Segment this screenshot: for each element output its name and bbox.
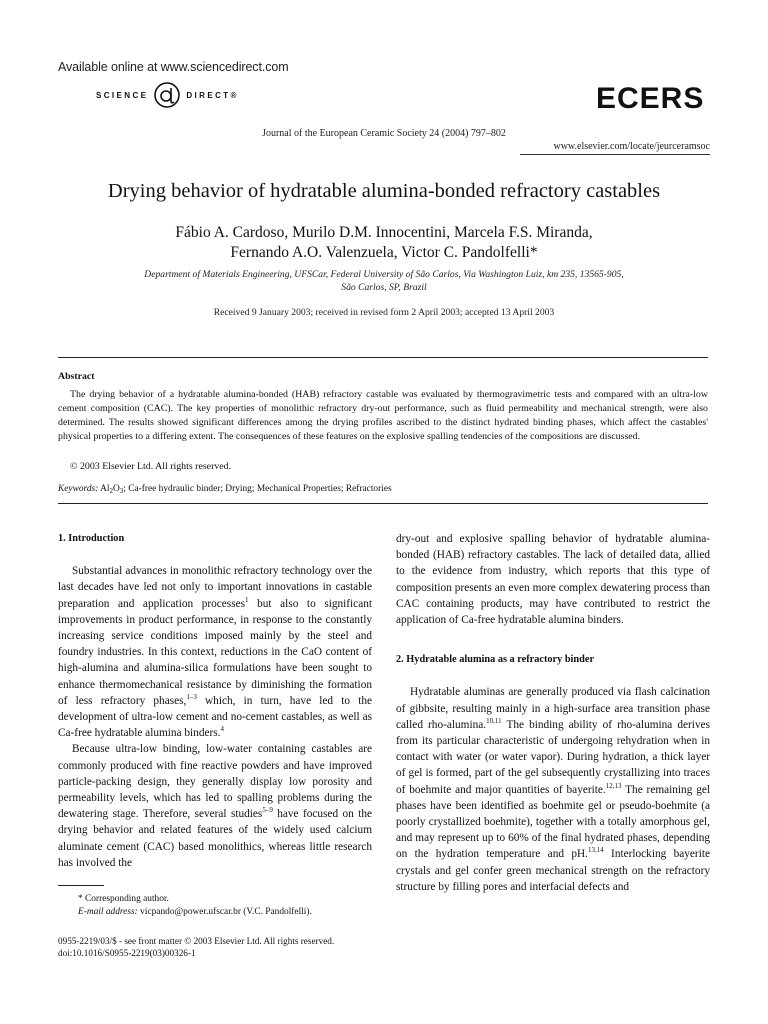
intro-continuation: dry-out and explosive spalling behavior of hydratable alumina-bonded (HAB) refractory castables. The lack of detailed data, allied to the evidence from industry, which reports that this type of composition presents an even more complex dewatering process than CAC containing products, may have contributed to restrict the application of Ca-free hydratable alumina binders. [396, 533, 710, 627]
sciencedirect-logo [96, 80, 239, 110]
keywords-rest: ; Ca-free hydraulic binder; Drying; Mechanical Properties; Refractories [123, 484, 392, 494]
header-divider [520, 154, 710, 155]
keywords [58, 484, 392, 494]
affiliation [0, 268, 768, 294]
keyword-al: Al [100, 484, 110, 494]
footnote [58, 893, 312, 920]
abstract-text: The drying behavior of a hydratable alumina-bonded (HAB) refractory castable was evaluated by thermogravimetric tests and compared with an ultra-low cement composition (CAC). The key properties of monolithic refractory dry-out performance, such as fluid permeability and mechanical strength, were also determined. The results showed significant differences among the drying profiles ascribed to the distinct hydrated binding phases, which affect the castables' physical properties to a differing extent. The consequences of these features on the explosive spalling tendencies of the compositions are discussed. [58, 389, 708, 442]
keywords-label: Keywords: [58, 484, 99, 494]
keyword-sub-2: 2 [109, 487, 113, 495]
abstract-top-rule [58, 357, 708, 358]
intro-paragraph-2 [58, 741, 372, 871]
available-online-text: Available online at www.sciencedirect.com [58, 60, 289, 74]
authors-line-1: Fábio A. Cardoso, Murilo D.M. Innocentini, Marcela F.S. Miranda, [175, 224, 593, 241]
intro-p1-text-a: Substantial advances in monolithic refractory technology over the last decades have led not only to important innovations in castable preparation and application processes [58, 565, 372, 610]
doi-line[interactable]: doi:10.1016/S0955-2219(03)00326-1 [58, 948, 196, 959]
abstract-bottom-rule [58, 503, 708, 504]
intro-p1-text-b: but also to significant improvements in product performance, in response to the constantly increasing service conditions imposed mainly by the steel and foundry industries. In this context, reductions in the CaO content of high-alumina and alumina-silica formulations have been sought to enhance thermomechanical resistance by diminishing the formation of less refractory phases, [58, 597, 372, 707]
footnote-rule [58, 885, 104, 886]
citation-13-14[interactable]: 13,14 [587, 846, 604, 855]
received-dates: Received 9 January 2003; received in revised form 2 April 2003; accepted 13 April 2003 [213, 307, 555, 318]
section-2-heading: 2. Hydratable alumina as a refractory binder [396, 654, 595, 666]
ecers-logo-text: ECERS [596, 82, 705, 115]
affiliation-line-1: Department of Materials Engineering, UFSCar, Federal University of São Carlos, Via Washington Luiz, km 235, 13565-905, [144, 269, 624, 280]
section-2-paragraph-1 [396, 684, 710, 895]
author-list [0, 223, 768, 263]
citation-1-3[interactable]: 1–3 [186, 692, 197, 701]
ecers-logo [596, 82, 704, 116]
intro-paragraph-1 [58, 563, 372, 741]
citation-4[interactable]: 4 [220, 725, 224, 734]
abstract-heading: Abstract [58, 371, 95, 382]
intro-p2-text-b: have focused on the drying behavior and related features of the widely used calcium aluminate cement (CAC) based monolithics, whereas little research has involved the [58, 808, 372, 869]
intro-p1-text-c: which, in turn, have led to the development of ultra-low cement and no-cement castables, as well as Ca-free hydratable alumina binders. [58, 694, 372, 740]
email-address[interactable]: vicpando@power.ufscar.br (V.C. Pandolfelli). [137, 907, 312, 918]
sciencedirect-at-icon [152, 80, 182, 110]
right-column [396, 531, 710, 895]
left-column [58, 531, 372, 871]
issn-doi-block [58, 935, 334, 960]
s2-p1-text-c: The remaining gel phases have been identified as boehmite gel or pseudo-boehmite (a poorly crystallized boehmite), together with a totally amorphous gel, and may represent up to 60% of the final hydrated phases, depending on the hydration temperature and pH. [396, 783, 711, 861]
affiliation-line-2: São Carlos, SP, Brazil [341, 282, 427, 293]
issn-line: 0955-2219/03/$ - see front matter © 2003 Elsevier Ltd. All rights reserved. [58, 936, 335, 946]
s2-p1-text-d: Interlocking bayerite crystals and gel confer green mechanical strength on the refractory structure by filling pores and interfacial defects and [396, 848, 710, 893]
corresponding-author-note: * Corresponding author. [78, 894, 169, 904]
email-note [58, 906, 312, 919]
article-title: Drying behavior of hydratable alumina-bonded refractory castables [107, 180, 661, 202]
abstract-copyright: © 2003 Elsevier Ltd. All rights reserved. [70, 461, 232, 472]
journal-url[interactable]: www.elsevier.com/locate/jeurceramsoc [553, 141, 710, 152]
s2-p1-text-a: Hydratable aluminas are generally produced via flash calcination of gibbsite, resulting mainly in a high-surface area transition phase called rho-alumina. [396, 686, 710, 731]
keyword-o: O [112, 484, 120, 494]
authors-line-2: Fernando A.O. Valenzuela, Victor C. Pandolfelli* [230, 244, 538, 261]
sd-logo-left-text: SCIENCE [96, 90, 149, 100]
s2-p1-text-b: The binding ability of rho-alumina derives from its particular characteristic of undergoing rehydration when in contact with water (or water vapor). During hydration, a thick layer of gel is formed, part of the gel subsequently crystallizing into traces of boehmite and major quantities of bayerite. [396, 718, 710, 796]
citation-10-11[interactable]: 10,11 [486, 716, 502, 725]
journal-citation: Journal of the European Ceramic Society 24 (2004) 797–802 [262, 128, 506, 139]
email-label: E-mail address: [78, 907, 138, 918]
intro-p2-text-a: Because ultra-low binding, low-water containing castables are commonly produced with fine reactive powders and have improved particle-packing design, they generally display low porosity and permeability levels, which has led to spalling problems during the dewatering stage. Therefore, several studies [58, 743, 372, 821]
citation-5-9[interactable]: 5–9 [262, 806, 273, 815]
citation-12-13[interactable]: 12,13 [605, 781, 622, 790]
section-1-heading: 1. Introduction [58, 533, 125, 544]
keyword-sub-3: 3 [119, 487, 124, 495]
sd-logo-right-text: DIRECT® [186, 90, 239, 100]
citation-1[interactable]: 1 [245, 595, 249, 604]
